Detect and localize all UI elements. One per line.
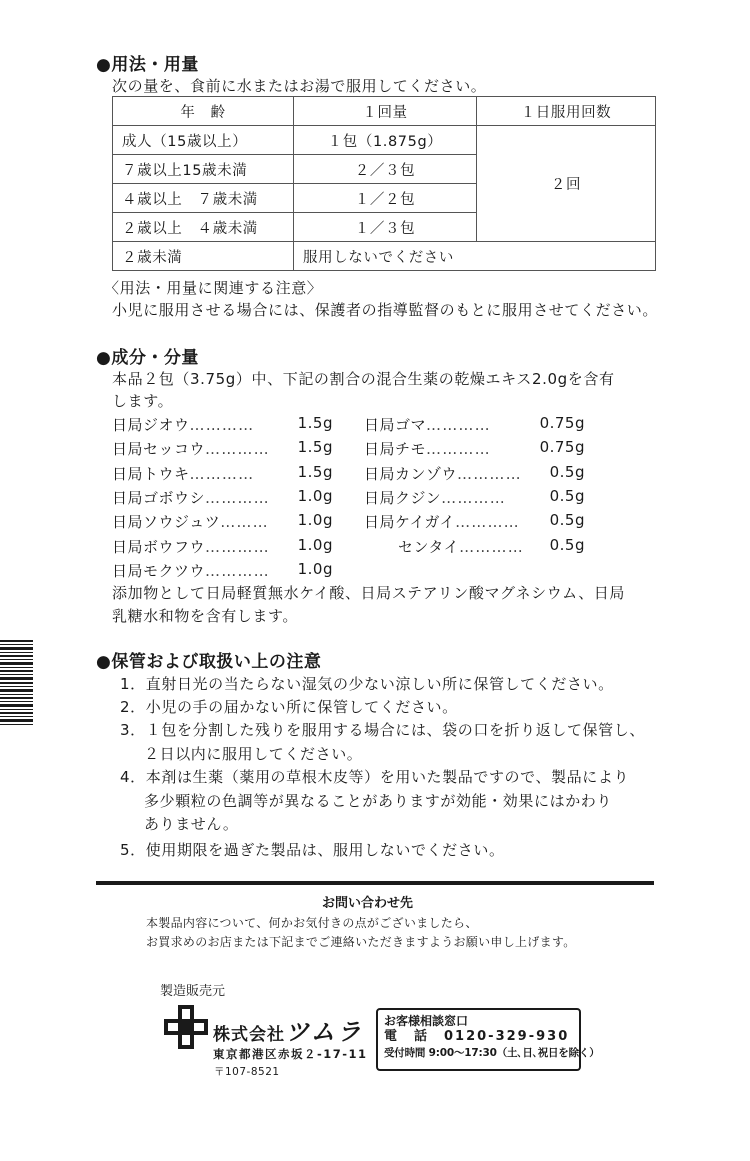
ingredient-name: 日局クジン	[364, 488, 442, 507]
inquiry-line2: お買求めのお店または下記までご連絡いただきますようお願い申し上げます。	[146, 935, 576, 949]
ingredient-name: 日局トウキ	[112, 464, 190, 483]
ingredient-leader-dots: …………	[205, 561, 270, 580]
table-header-age: 年 齢	[113, 97, 294, 126]
contact-hours: 受付時間 9:00～17:30（土､日､祝日を除く）	[384, 1047, 600, 1059]
ingredient-row	[112, 511, 333, 532]
ingredient-name: 日局セッコウ	[112, 440, 206, 459]
ingredient-leader-dots: ………	[220, 513, 269, 532]
ingredient-leader-dots: …………	[459, 537, 524, 556]
company-name	[213, 1012, 363, 1047]
ingredient-leader-dots: …………	[205, 488, 270, 507]
table-cell-dose: ２／３包	[294, 155, 477, 184]
table-cell-dose: 服用しないでください	[294, 242, 656, 271]
ingredient-amount: 0.5g	[549, 486, 585, 505]
inquiry-title: お問い合わせ先	[322, 896, 414, 911]
manufacturer-label: 製造販売元	[160, 984, 226, 999]
table-cell-age: ７歳以上15歳未満	[113, 155, 294, 184]
ingredient-leader-dots: …………	[426, 440, 491, 459]
additives-line1: 添加物として日局軽質無水ケイ酸、日局ステアリン酸マグネシウム、日局	[112, 584, 626, 602]
ingredient-leader-dots: …………	[189, 464, 255, 483]
ingredient-leader-dots: …………	[426, 416, 491, 434]
inquiry-line1: 本製品内容について、何かお気付きの点がございましたら、	[146, 916, 478, 930]
ingredient-leader-dots: …………	[457, 464, 522, 483]
ingredient-leader-dots: …………	[205, 440, 270, 459]
ingredient-name: 日局モクツウ	[112, 561, 206, 580]
barcode-icon	[0, 640, 33, 725]
related-caution-heading: 〈用法・用量に関連する注意〉	[104, 279, 323, 297]
table-header-daily: １日服用回数	[477, 97, 656, 126]
ingredient-row	[364, 438, 585, 459]
ingredient-amount: 1.5g	[297, 414, 333, 432]
ingredient-name: 日局ソウジュツ	[112, 513, 221, 532]
ingredient-amount: 1.5g	[297, 462, 333, 481]
table-cell-dose: １／２包	[294, 184, 477, 213]
storage-item-3: 3．１包を分割した残りを服用する場合には、袋の口を折り返して保管し、	[120, 721, 645, 739]
ingredient-row	[112, 438, 333, 459]
storage-item-2: 2．小児の手の届かない所に保管してください。	[120, 698, 458, 716]
table-row	[113, 126, 656, 155]
storage-item-1: 1．直射日光の当たらない湿気の少ない涼しい所に保管してください。	[120, 675, 614, 693]
storage-item-5: 5．使用期限を過ぎた製品は、服用しないでください。	[120, 841, 505, 859]
storage-item-4-cont1: 多少顆粒の色調等が異なることがありますが効能・効果にはかわり	[144, 792, 613, 810]
ingredient-leader-dots: …………	[205, 537, 270, 556]
ingredient-amount: 1.0g	[297, 511, 333, 530]
section-divider	[96, 881, 654, 885]
ingredient-name: 日局ゴマ	[364, 416, 427, 434]
ingredient-amount: 0.5g	[549, 535, 585, 554]
company-prefix: 株式会社	[213, 1025, 285, 1045]
related-caution-text: 小児に服用させる場合には、保護者の指導監督のもとに服用させてください。	[112, 301, 659, 319]
ingredient-row	[112, 463, 333, 484]
table-cell-age: ２歳未満	[113, 242, 294, 271]
company-brand: ツムラ	[285, 1018, 363, 1046]
company-address: 東京都港区赤坂２-17-11	[213, 1047, 368, 1061]
ingredient-name: センタイ	[398, 537, 460, 556]
ingredients-intro-line1: 本品２包（3.75g）中、下記の割合の混合生薬の乾燥エキス2.0gを含有	[112, 370, 615, 388]
ingredient-name: 日局ケイガイ	[364, 513, 456, 532]
ingredient-row	[364, 463, 585, 484]
ingredient-name: 日局カンゾウ	[364, 464, 458, 483]
ingredient-row	[364, 511, 585, 532]
table-cell-age: ２歳以上 ４歳未満	[113, 213, 294, 242]
ingredient-row	[112, 560, 333, 581]
ingredient-row	[364, 487, 585, 508]
ingredient-row	[112, 536, 333, 557]
ingredient-amount: 1.0g	[297, 486, 333, 505]
company-postal: 〒107-8521	[214, 1066, 280, 1078]
ingredient-row	[364, 414, 585, 435]
ingredients-heading: ●成分・分量	[96, 348, 199, 368]
ingredient-row	[112, 414, 333, 435]
usage-heading: ●用法・用量	[96, 55, 199, 75]
table-cell-age: 成人（15歳以上）	[113, 126, 294, 155]
ingredient-name: 日局ボウフウ	[112, 537, 206, 556]
ingredients-intro-line2: します。	[112, 392, 174, 410]
table-cell-dose: １／３包	[294, 213, 477, 242]
table-header-row	[113, 97, 656, 126]
ingredient-amount: 0.75g	[539, 438, 585, 457]
additives-line2: 乳糖水和物を含有します。	[112, 607, 299, 625]
ingredient-leader-dots: …………	[455, 513, 520, 532]
ingredient-name: 日局ジオウ	[112, 416, 190, 434]
ingredient-name: 日局チモ	[364, 440, 427, 459]
table-row	[113, 242, 656, 271]
table-cell-daily: ２回	[477, 126, 656, 242]
ingredient-row	[364, 536, 585, 557]
ingredient-name: 日局ゴボウシ	[112, 488, 206, 507]
ingredient-leader-dots: …………	[189, 416, 255, 434]
usage-intro: 次の量を、食前に水またはお湯で服用してください。	[112, 77, 487, 95]
contact-title: お客様相談窓口	[384, 1014, 469, 1028]
ingredient-amount: 0.5g	[549, 511, 585, 530]
ingredient-amount: 1.0g	[297, 559, 333, 578]
contact-box	[376, 1008, 600, 1071]
table-cell-dose: １包（1.875g）	[294, 126, 477, 155]
tsumura-logo-icon	[164, 1005, 208, 1049]
table-cell-age: ４歳以上 ７歳未満	[113, 184, 294, 213]
contact-phone: 電 話 0120-329-930	[384, 1029, 570, 1044]
storage-item-4-cont2: ありません。	[144, 815, 239, 833]
ingredient-row	[112, 487, 333, 508]
ingredient-amount: 0.5g	[549, 462, 585, 481]
table-header-dose: １回量	[294, 97, 477, 126]
ingredient-amount: 0.75g	[539, 414, 585, 432]
storage-heading: ●保管および取扱い上の注意	[96, 652, 322, 672]
ingredient-amount: 1.0g	[297, 535, 333, 554]
storage-item-3-cont: ２日以内に服用してください。	[144, 745, 363, 763]
storage-item-4: 4．本剤は生薬（薬用の草根木皮等）を用いた製品ですので、製品により	[120, 768, 630, 786]
dosage-table	[112, 96, 656, 271]
ingredient-amount: 1.5g	[297, 438, 333, 457]
ingredient-leader-dots: …………	[441, 488, 506, 507]
